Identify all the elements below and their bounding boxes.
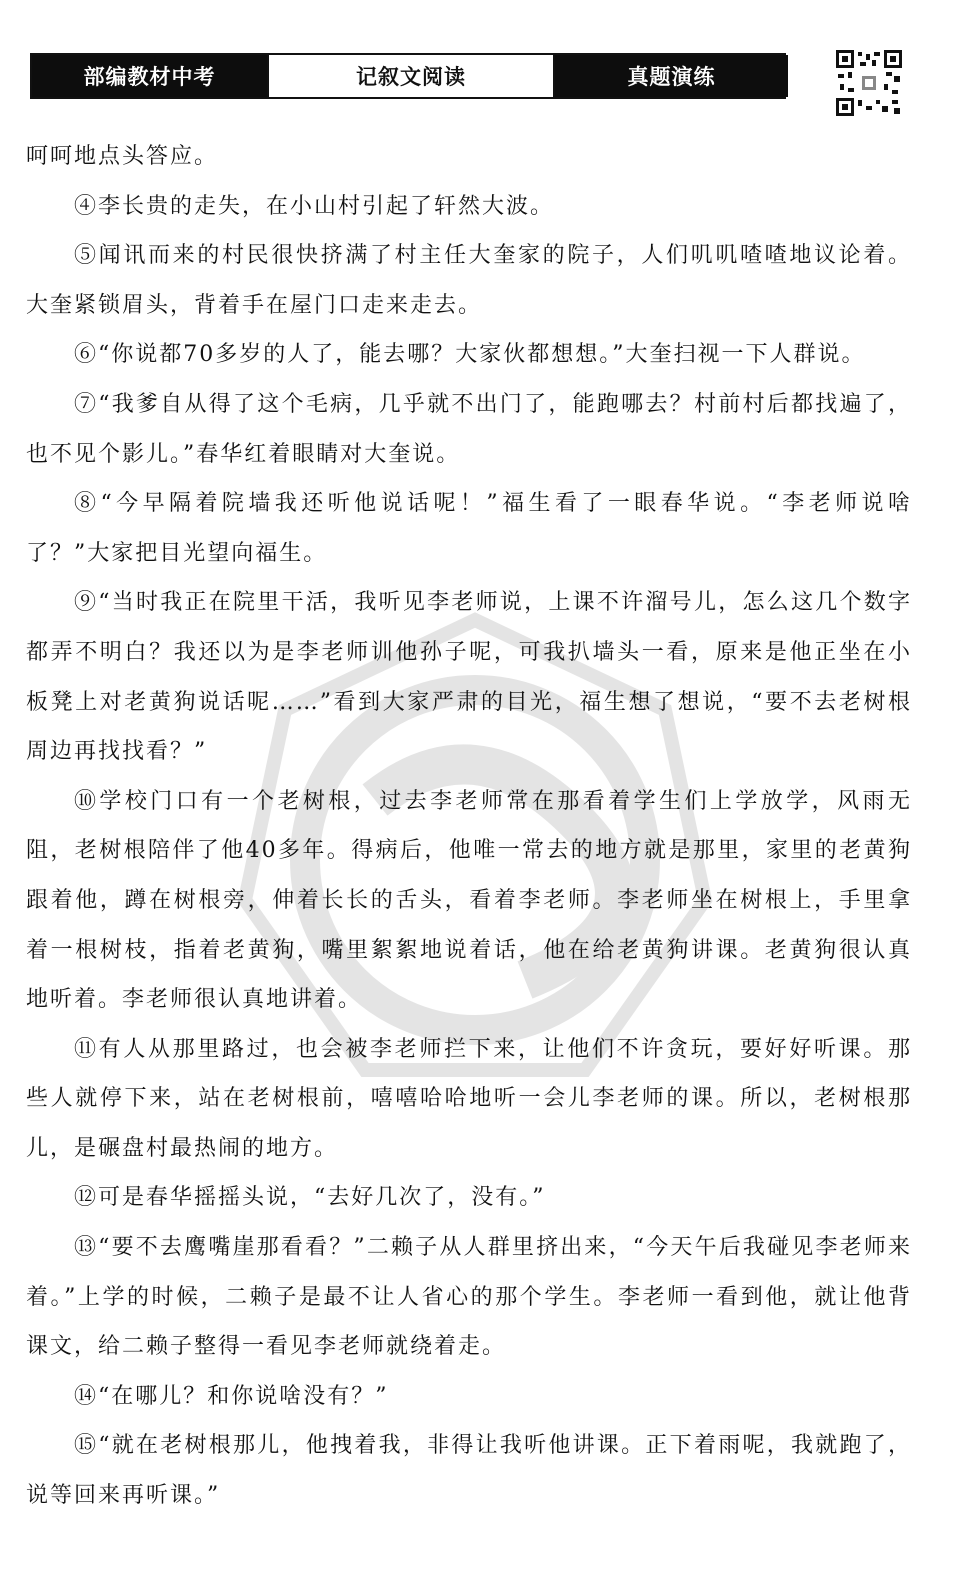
header-bar [30,53,786,99]
header-left-label: 部编教材中考 [32,55,267,97]
paragraph: ⑧“今早隔着院墙我还听他说话呢！”福生看了一眼春华说。“李老师说啥了？”大家把目光望向福生。 [26,491,912,566]
paragraph: ⑨“当时我正在院里干活，我听见李老师说，上课不许溜号儿，怎么这几个数字都弄不明白？我还以为是李老师训他孙子呢，可我扒墙头一看，原来是他正坐在小板凳上对老黄狗说话呢……”看到大家严肃的目光，福生想了想说，“要不去老树根周边再找找看？” [26,590,912,765]
paragraph: ⑮“就在老树根那儿，他拽着我，非得让我听他讲课。正下着雨呢，我就跑了，说等回来再听课。” [26,1433,912,1509]
qr-code-icon [836,50,902,116]
paragraph: 呵呵地点头答应。 [26,144,219,169]
paragraph: ⑭“在哪儿？和你说啥没有？” [74,1383,389,1409]
paragraph: ⑥“你说都70多岁的人了，能去哪？大家伙都想想。”大奎扫视一下人群说。 [74,342,866,368]
header-center-label: 记叙文阅读 [267,55,555,97]
paragraph: ⑪有人从那里路过，也会被李老师拦下来，让他们不许贪玩，要好好听课。那些人就停下来，站在老树根前，嘻嘻哈哈地听一会儿李老师的课。所以，老树根那儿，是碾盘村最热闹的地方。 [26,1036,912,1161]
paragraph: ⑤闻讯而来的村民很快挤满了村主任大奎家的院子，人们叽叽喳喳地议论着。大奎紧锁眉头，背着手在屋门口走来走去。 [26,243,912,318]
article-body [26,132,912,1521]
header-right-label: 真题演练 [555,55,788,97]
paragraph: ④李长贵的走失，在小山村引起了轩然大波。 [74,193,555,219]
paragraph: ⑫可是春华摇摇头说，“去好几次了，没有。” [74,1185,546,1211]
paragraph: ⑩学校门口有一个老树根，过去李老师常在那看着学生们上学放学，风雨无阻，老树根陪伴了他40多年。得病后，他唯一常去的地方就是那里，家里的老黄狗跟着他，蹲在树根旁，伸着长长的舌头，看着李老师。李老师坐在树根上，手里拿着一根树枝，指着老黄狗，嘴里絮絮地说着话，他在给老黄狗讲课。老黄狗很认真地听着。李老师很认真地讲着。 [26,788,912,1013]
paragraph: ⑬“要不去鹰嘴崖那看看？”二赖子从人群里挤出来，“今天午后我碰见李老师来着。”上学的时候，二赖子是最不让人省心的那个学生。李老师一看到他，就让他背课文，给二赖子整得一看见李老师就绕着走。 [26,1235,912,1360]
paragraph: ⑦“我爹自从得了这个毛病，几乎就不出门了，能跑哪去？村前村后都找遍了，也不见个影儿。”春华红着眼睛对大奎说。 [26,391,912,467]
